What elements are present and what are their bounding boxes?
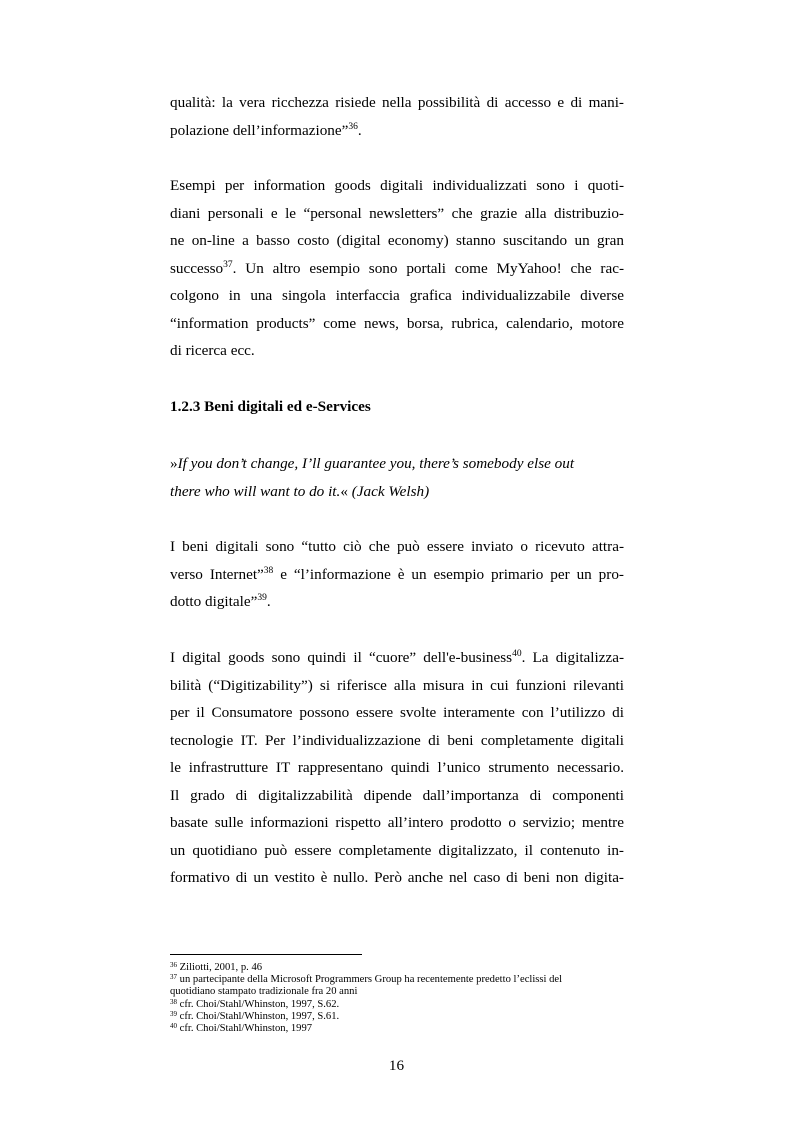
text-line: di ricerca ecc. <box>170 342 255 359</box>
paragraph-digitizability <box>170 644 624 892</box>
text-line: colgono in una singola interfaccia grafica individualizzabile diverse <box>170 287 624 304</box>
text-line: diani personali e le “personal newsletters” che grazie alla distribuzio- <box>170 204 624 222</box>
text-line: per il Consumatore possono essere svolte interamente con l’utilizzo di <box>170 704 624 721</box>
footnote: quotidiano stampato tradizionale fra 20 anni <box>170 986 358 998</box>
footnote-ref-39: 39 <box>257 593 267 603</box>
paragraph-digital-goods <box>170 533 624 616</box>
text-line: un quotidiano può essere completamente digitalizzato, il contenuto in- <box>170 841 624 859</box>
text-line: bilità (“Digitizability”) si riferisce alla misura in cui funzioni rilevanti <box>170 676 624 694</box>
text-line: I digital goods sono quindi il “cuore” dell'e-business$^{40}$. La digitalizza- <box>170 649 625 666</box>
text-line: qualità: la vera ricchezza risiede nella possibilità di accesso e di mani- <box>170 94 624 111</box>
footnote: $^{36}$ Ziliotti, 2001, p. 46 <box>170 961 263 973</box>
quote-line: »If you don’t change, I’ll guarantee you, there’s somebody else out <box>170 455 575 472</box>
text-line: I beni digitali sono “tutto ciò che può essere inviato o ricevuto attra- <box>170 538 624 555</box>
page-number: 16 <box>388 1057 405 1074</box>
text-line: dotto digitale”$^{39}$. <box>170 593 271 610</box>
footnote: $^{38}$ cfr. Choi/Stahl/Whinston, 1997, S.62. <box>170 997 340 1010</box>
text-line: Esempi per information goods digitali individualizzati sono i quoti- <box>170 177 624 194</box>
text-line: le infrastrutture IT rappresentano quindi l’unico strumento necessario. <box>170 759 624 776</box>
text-line: basate sulle informazioni rispetto all’intero prodotto o servizio; mentre <box>170 814 624 831</box>
paragraph-continuation <box>170 89 624 144</box>
footnote: $^{40}$ cfr. Choi/Stahl/Whinston, 1997 <box>170 1022 313 1035</box>
footnote-separator <box>170 954 362 955</box>
footnote-ref-40: 40 <box>512 649 522 659</box>
text-line: ne on-line a basso costo (digital economy) stanno suscitando un gran <box>170 232 624 249</box>
paragraph-examples <box>170 172 624 365</box>
text-line: tecnologie IT. Per l’individualizzazione di beni completamente digitali <box>170 731 624 749</box>
footnotes <box>170 962 630 1035</box>
text-line: polazione dell’informazione”$^{36}$. <box>170 121 362 139</box>
footnote: $^{39}$ cfr. Choi/Stahl/Whinston, 1997, S.61. <box>170 1009 340 1022</box>
text-line: “information products” come news, borsa, rubrica, calendario, motore <box>170 314 624 332</box>
epigraph-quote <box>170 450 624 505</box>
section-heading: 1.2.3 Beni digitali ed e-Services <box>170 398 371 415</box>
footnote-ref-36: 36 <box>348 121 358 132</box>
footnote: $^{37}$ un partecipante della Microsoft Programmers Group ha recentemente predetto l’eclissi del <box>170 973 563 986</box>
text-line: formativo di un vestito è nullo. Però anche nel caso di beni non digita- <box>170 869 624 886</box>
text-line: verso Internet”$^{38}$ e “l’informazione è un esempio primario per un pro- <box>170 565 624 583</box>
text-line: successo$^{37}$. Un altro esempio sono portali come MyYahoo! che rac- <box>170 259 624 277</box>
footnote-ref-38: 38 <box>263 565 274 576</box>
footnote-ref-37: 37 <box>223 259 233 270</box>
quote-line: there who will want to do it.« (Jack Welsh) <box>170 482 430 500</box>
text-line: Il grado di digitalizzabilità dipende dall’importanza di componenti <box>170 786 624 804</box>
